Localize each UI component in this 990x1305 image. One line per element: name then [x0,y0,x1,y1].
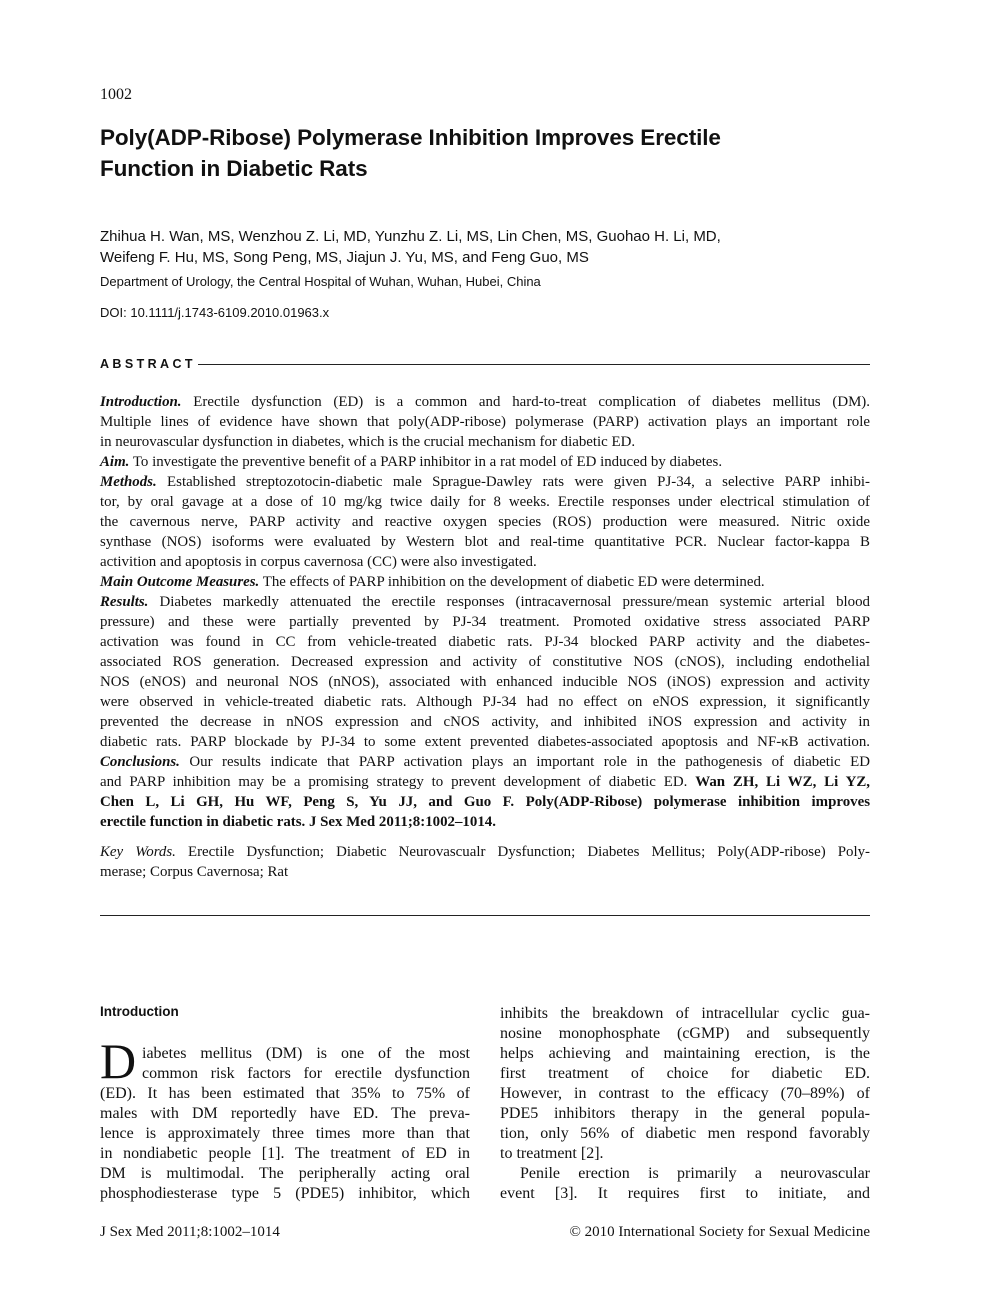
abstract-line [100,392,870,412]
body-line: PDE5 inhibitors therapy in the general popula- [500,1105,870,1122]
abstract-line: tor, by oral gavage at a dose of 10 mg/kg twice daily for 8 weeks. Erectile responses under electrical stimulation of [100,494,870,510]
abstract-line [100,772,870,792]
drop-cap: D [100,1033,137,1089]
abstract-line: diabetic rats. PARP blockade by PJ-34 to some extent prevented diabetes-associated apoptosis and NF-κB activation. [100,734,870,750]
title-line: Poly(ADP-Ribose) Polymerase Inhibition Improves Erectile [100,125,721,150]
author-list [100,226,880,268]
abstract-line: activition and apoptosis in corpus cavernosa (CC) were also investigated. [100,554,537,570]
abstract-text: Erectile dysfunction (ED) is a common and hard-to-treat complication of diabetes mellitus (DM). [193,394,870,410]
keywords-label: Key Words. [100,844,176,860]
introduction-label: Introduction. [100,394,182,410]
body-line: iabetes mellitus (DM) is one of the most [142,1045,470,1062]
body-line: helps achieving and maintaining erection, is the [500,1045,870,1062]
abstract-line: prevented the decrease in nNOS expression and cNOS activity, and inhibited iNOS expression and activity in [100,714,870,730]
body-line: phosphodiesterase type 5 (PDE5) inhibitor, which [100,1185,470,1202]
abstract-line [100,752,870,772]
body-column-right [500,1004,870,1204]
affiliation: Department of Urology, the Central Hospital of Wuhan, Wuhan, Hubei, China [100,274,541,289]
abstract-heading-label: ABSTRACT [100,357,196,371]
body-line: Penile erection is primarily a neurovascular [520,1165,870,1182]
body-line: inhibits the breakdown of intracellular cyclic gua- [500,1005,870,1022]
article-title [100,122,860,184]
body-line: DM is multimodal. The peripherally acting oral [100,1165,470,1182]
keywords-line [100,842,870,862]
abstract-line: associated ROS generation. Decreased expression and activity of constitutive NOS (cNOS), including endothelial [100,654,870,670]
abstract-text: Our results indicate that PARP activation plays an important role in the pathogenesis of diabetic ED [189,754,870,770]
page-number: 1002 [100,86,132,103]
body-line: event [3]. It requires first to initiate, and [500,1185,870,1202]
body-line: to treatment [2]. [500,1145,604,1162]
results-label: Results. [100,594,149,610]
author-line: Zhihua H. Wan, MS, Wenzhou Z. Li, MD, Yunzhu Z. Li, MS, Lin Chen, MS, Guohao H. Li, MD, [100,228,721,245]
body-line: males with DM reportedly have ED. The preva- [100,1105,470,1122]
keywords [100,842,870,882]
citation-line: erectile function in diabetic rats. J Sex Med 2011;8:1002–1014. [100,814,496,830]
methods-label: Methods. [100,474,157,490]
keywords-line: merase; Corpus Cavernosa; Rat [100,864,289,880]
footer-copyright: © 2010 International Society for Sexual Medicine [569,1224,870,1240]
abstract-body [100,392,870,832]
body-line: lence is approximately three times more than that [100,1125,470,1142]
abstract-line: pressure) and these were partially prevented by PJ-34 treatment. Promoted oxidative stress associated PARP [100,614,870,630]
abstract-line: NOS (eNOS) and neuronal NOS (nNOS), associated with enhanced inducible NOS (iNOS) expression and activity [100,674,870,690]
abstract-text: and PARP inhibition may be a promising strategy to prevent development of diabetic ED. [100,774,688,790]
citation-text: Wan ZH, Li WZ, Li YZ, [695,774,870,790]
citation-line: Chen L, Li GH, Hu WF, Peng S, Yu JJ, and Guo F. Poly(ADP-Ribose) polymerase inhibition improves [100,794,870,810]
abstract-line: Multiple lines of evidence have shown that poly(ADP-ribose) polymerase (PARP) activation plays an important role [100,414,870,430]
abstract-line [100,472,870,492]
abstract-line: were observed in vehicle-treated diabetic rats. Although PJ-34 had no effect on eNOS expression, it significantly [100,694,870,710]
body-line: in nondiabetic people [1]. The treatment of ED in [100,1145,470,1162]
abstract-text: The effects of PARP inhibition on the development of diabetic ED were determined. [262,574,765,590]
body-column-left [100,1044,470,1204]
main-outcome-label: Main Outcome Measures. [100,574,260,590]
section-divider [100,915,870,916]
abstract-line: the cavernous nerve, PARP activity and reactive oxygen species (ROS) production were measured. Nitric oxide [100,514,870,530]
abstract-line: in neurovascular dysfunction in diabetes, which is the crucial mechanism for diabetic ED. [100,434,636,450]
abstract-text: Established streptozotocin-diabetic male Sprague-Dawley rats were given PJ-34, a selective PARP inhibi- [167,474,870,490]
abstract-line [100,592,870,612]
abstract-divider [198,364,870,365]
body-line: common risk factors for erectile dysfunction [142,1065,470,1082]
abstract-line [100,452,870,472]
body-line: first treatment of choice for diabetic ED. [500,1065,870,1082]
body-line: tion, only 56% of diabetic men respond favorably [500,1125,870,1142]
title-line: Function in Diabetic Rats [100,156,368,181]
abstract-line: activation was found in CC from vehicle-treated diabetic rats. PJ-34 blocked PARP activity and the diabetes- [100,634,870,650]
body-line: However, in contrast to the efficacy (70–89%) of [500,1085,870,1102]
footer-journal-citation: J Sex Med 2011;8:1002–1014 [100,1224,280,1240]
doi: DOI: 10.1111/j.1743-6109.2010.01963.x [100,305,330,320]
author-line: Weifeng F. Hu, MS, Song Peng, MS, Jiajun J. Yu, MS, and Feng Guo, MS [100,249,589,266]
abstract-text: Diabetes markedly attenuated the erectile responses (intracavernosal pressure/mean systemic arterial blood [159,594,870,610]
abstract-text: To investigate the preventive benefit of a PARP inhibitor in a rat model of ED induced by diabetes. [132,454,723,470]
introduction-heading: Introduction [100,1004,179,1019]
aim-label: Aim. [100,454,130,470]
abstract-line: synthase (NOS) isoforms were evaluated by Western blot and real-time quantitative PCR. Nuclear factor-kappa B [100,534,870,550]
body-line: (ED). It has been estimated that 35% to 75% of [100,1085,470,1102]
body-line: nosine monophosphate (cGMP) and subsequently [500,1025,870,1042]
abstract-heading [100,354,870,374]
abstract-line [100,572,870,592]
keywords-text: Erectile Dysfunction; Diabetic Neurovascualr Dysfunction; Diabetes Mellitus; Poly(ADP-ribose) Poly- [187,844,870,860]
conclusions-label: Conclusions. [100,754,180,770]
